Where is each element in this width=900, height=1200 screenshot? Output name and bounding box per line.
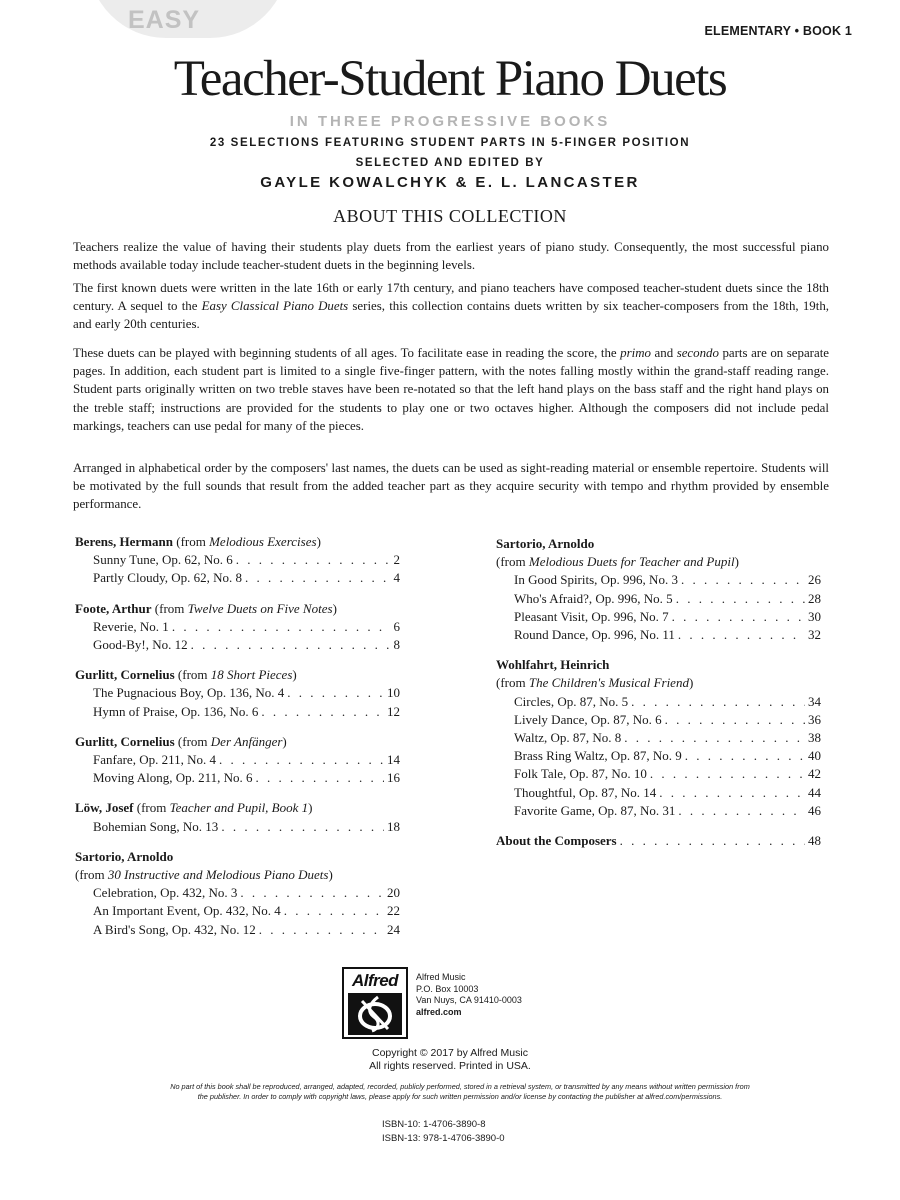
- logo-emblem: [348, 993, 402, 1035]
- toc-entry-title: Sunny Tune, Op. 62, No. 6: [93, 552, 233, 568]
- toc-entry[interactable]: [496, 571, 821, 589]
- source-title: Twelve Duets on Five Notes: [187, 600, 333, 616]
- toc-group: [496, 535, 821, 644]
- subtitle: IN THREE PROGRESSIVE BOOKS: [289, 113, 611, 130]
- source-title: 18 Short Pieces: [210, 667, 293, 683]
- toc-source: (from Melodious Duets for Teacher and Pupil): [496, 554, 739, 570]
- toc-entry-title: The Pugnacious Boy, Op. 136, No. 4: [93, 685, 285, 701]
- toc-entry-page: 18: [387, 818, 400, 834]
- toc-left-column: [75, 533, 400, 951]
- toc-group: [75, 666, 400, 721]
- toc-entry-title: Good-By!, No. 12: [93, 637, 188, 653]
- isbn-10: ISBN-10: 1-4706-3890-8: [382, 1119, 486, 1130]
- toc-entry-page: 46: [808, 802, 821, 818]
- toc-entry[interactable]: [496, 765, 821, 783]
- toc-entry-page: 16: [387, 770, 400, 786]
- toc-entry-page: 14: [387, 752, 400, 768]
- toc-entry-page: 34: [808, 693, 821, 709]
- source-title: Melodious Duets for Teacher and Pupil: [528, 554, 735, 570]
- toc-entry-about-composers[interactable]: [496, 832, 821, 850]
- toc-entry-page: 30: [808, 608, 821, 624]
- toc-composer: [496, 656, 821, 674]
- toc-entry-page: 38: [808, 730, 821, 746]
- composer-name: Gurlitt, Cornelius: [75, 733, 175, 749]
- toc-entry[interactable]: [496, 608, 821, 626]
- toc-entry-title: Waltz, Op. 87, No. 8: [514, 730, 622, 746]
- toc-group: [496, 656, 821, 820]
- isbn-13: ISBN-13: 978-1-4706-3890-0: [382, 1133, 505, 1144]
- composer-name: Berens, Hermann: [75, 534, 173, 549]
- toc-entry-page: 40: [808, 748, 821, 764]
- toc-entry[interactable]: [496, 784, 821, 802]
- toc-group: [75, 733, 400, 788]
- authors-line: GAYLE KOWALCHYK & E. L. LANCASTER: [260, 174, 640, 191]
- treble-clef-icon: [348, 993, 402, 1035]
- publisher-site[interactable]: alfred.com: [416, 1006, 462, 1017]
- toc-composer: Gurlitt, Cornelius (from 18 Short Pieces): [75, 667, 297, 683]
- toc-entry-page: 28: [808, 590, 821, 606]
- toc-entry-title: Round Dance, Op. 996, No. 11: [514, 627, 675, 643]
- toc-entry-title: About the Composers: [496, 833, 617, 849]
- toc-entry-page: 42: [808, 766, 821, 782]
- toc-entry-title: Reverie, No. 1: [93, 618, 169, 634]
- toc-entry-title: An Important Event, Op. 432, No. 4: [93, 903, 281, 919]
- composer-name: Sartorio, Arnoldo: [75, 848, 174, 864]
- toc-entry-title: Pleasant Visit, Op. 996, No. 7: [514, 608, 669, 624]
- toc-entry-page: 2: [393, 552, 400, 568]
- toc-entry[interactable]: [496, 693, 821, 711]
- publisher-box: P.O. Box 10003: [416, 983, 479, 994]
- toc-entry-title: Fanfare, Op. 211, No. 4: [93, 752, 216, 768]
- source-title: The Children's Musical Friend: [528, 675, 689, 691]
- about-paragraph-1: Teachers realize the value of having their students play duets from the earliest years of piano study. Consequently, the most successful piano methods available today include teacher-student duets in the beginning levels.: [73, 240, 829, 273]
- source-title: Der Anfänger: [210, 733, 283, 749]
- toc-group: [75, 848, 400, 939]
- toc-entry[interactable]: [75, 551, 400, 569]
- toc-entry-title: Bohemian Song, No. 13: [93, 818, 219, 834]
- source-title: Melodious Exercises: [209, 534, 317, 549]
- toc-entry[interactable]: [75, 769, 400, 787]
- toc-source: (from 30 Instructive and Melodious Piano Duets): [75, 867, 333, 883]
- toc-entry-page: 24: [387, 921, 400, 937]
- toc-entry-page: 4: [393, 570, 400, 586]
- toc-composer: [496, 535, 821, 553]
- toc-entry-title: In Good Spirits, Op. 996, No. 3: [514, 572, 678, 588]
- toc-entry[interactable]: [75, 818, 400, 836]
- toc-entry[interactable]: [75, 703, 400, 721]
- toc-entry-title: Hymn of Praise, Op. 136, No. 6: [93, 703, 259, 719]
- toc-entry[interactable]: [496, 729, 821, 747]
- page-title: Teacher-Student Piano Duets: [173, 51, 727, 107]
- toc-entry-title: Thoughtful, Op. 87, No. 14: [514, 784, 657, 800]
- toc-entry[interactable]: [496, 590, 821, 608]
- toc-composer: Foote, Arthur (from Twelve Duets on Five Notes): [75, 600, 337, 616]
- toc-entry-title: Folk Tale, Op. 87, No. 10: [514, 766, 647, 782]
- composer-name: Löw, Josef: [75, 800, 134, 816]
- publisher-city: Van Nuys, CA 91410-0003: [416, 995, 522, 1005]
- toc-entry[interactable]: [496, 711, 821, 729]
- toc-entry[interactable]: [75, 684, 400, 702]
- about-heading: ABOUT THIS COLLECTION: [333, 206, 567, 226]
- toc-source: (from The Children's Musical Friend): [496, 675, 694, 691]
- toc-entry-page: 26: [808, 572, 821, 588]
- about-paragraph-4: Arranged in alphabetical order by the composers' last names, the duets can be used as sight-reading material or ensemble repertoire. Students will be motivated by the full sounds that result from the added teacher part as they acquire security with tempo and rhythm provided by ensemble performance.: [73, 461, 829, 512]
- source-title: Teacher and Pupil, Book 1: [169, 800, 309, 816]
- toc-entry[interactable]: [75, 884, 400, 902]
- toc-entry-title: Who's Afraid?, Op. 996, No. 5: [514, 590, 673, 606]
- toc-entry-title: Circles, Op. 87, No. 5: [514, 693, 629, 709]
- level-label: ELEMENTARY • BOOK 1: [704, 24, 852, 38]
- toc-entry-title: Moving Along, Op. 211, No. 6: [93, 770, 253, 786]
- toc-entry-title: Partly Cloudy, Op. 62, No. 8: [93, 570, 243, 586]
- toc-group: [75, 533, 400, 588]
- easy-label: EASY: [128, 6, 201, 34]
- publisher-name: Alfred Music: [416, 972, 466, 982]
- composer-name: Gurlitt, Cornelius: [75, 667, 175, 683]
- toc-composer: Berens, Hermann (from Melodious Exercises): [75, 534, 321, 549]
- logo-wordmark: Alfred: [351, 971, 399, 990]
- toc-composer: [75, 848, 400, 866]
- toc-entry-page: 22: [387, 903, 400, 919]
- toc-entry-title: Celebration, Op. 432, No. 3: [93, 885, 238, 901]
- toc-entry-page: 48: [808, 833, 821, 849]
- toc-entry-page: 44: [808, 784, 821, 800]
- toc-entry-title: A Bird's Song, Op. 432, No. 12: [93, 921, 256, 937]
- toc-group: [75, 799, 400, 835]
- isbn-block: [382, 1118, 505, 1146]
- toc-group: [75, 600, 400, 655]
- toc-entry-page: 20: [387, 885, 400, 901]
- toc-entry[interactable]: [75, 618, 400, 636]
- toc-entry[interactable]: [75, 636, 400, 654]
- source-title: 30 Instructive and Melodious Piano Duets: [107, 867, 329, 883]
- toc-entry[interactable]: [496, 747, 821, 765]
- toc-entry-title: Brass Ring Waltz, Op. 87, No. 9: [514, 748, 682, 764]
- legal-notice: No part of this book shall be reproduced, arranged, adapted, recorded, publicly performed, stored in a retrieval system, or transmitted by any means without written permission from the publisher. In order to comply with copyright laws, please apply for such written permission and/or license by contacting the publisher at alfred.com/permissions.: [170, 1082, 750, 1101]
- composer-name: Wohlfahrt, Heinrich: [496, 657, 610, 673]
- toc-entry[interactable]: [75, 921, 400, 939]
- toc-entry-title: Lively Dance, Op. 87, No. 6: [514, 711, 662, 727]
- composer-name: Foote, Arthur: [75, 600, 152, 616]
- about-paragraph-2: The first known duets were written in the late 16th or early 17th century, and piano teachers have composed teacher-student duets since the 18th century. A sequel to the Easy Classical Piano Duets series, this collection contains duets written by six teacher-composers from the 18th, 19th, and early 20th centuries.: [73, 281, 829, 332]
- copyright: Copyright © 2017 by Alfred Music All rights reserved. Printed in USA.: [369, 1047, 531, 1072]
- toc-composer: Löw, Josef (from Teacher and Pupil, Book 1): [75, 800, 313, 816]
- selections-line: 23 SELECTIONS FEATURING STUDENT PARTS IN 5-FINGER POSITION: [209, 137, 691, 149]
- toc-entry[interactable]: [496, 626, 821, 644]
- toc-entry-page: 6: [393, 618, 400, 634]
- toc-entry[interactable]: [75, 751, 400, 769]
- toc-entry[interactable]: [75, 569, 400, 587]
- toc-composer: Gurlitt, Cornelius (from Der Anfänger): [75, 733, 287, 749]
- publisher-address: [416, 972, 522, 1018]
- about-paragraph-3: These duets can be played with beginning students of all ages. To facilitate ease in reading the score, the primo and secondo parts are on separate pages. In addition, each student part is limited to a single five-finger pattern, with the notes falling mostly within the grand-staff reading range. Student parts originally written on two treble staves have been re-notated so that the left hand plays on the bass staff and the right hand plays on the treble staff; instructions are provided for the students to play one or two octaves higher. Although the composers did not include pedal markings, teachers can use pedal for many of the pieces.: [73, 346, 829, 433]
- toc-entry-page: 36: [808, 711, 821, 727]
- toc-entry-page: 12: [387, 703, 400, 719]
- edited-by-line: SELECTED AND EDITED BY: [355, 157, 545, 169]
- toc-entry-page: 32: [808, 627, 821, 643]
- toc-entry-page: 8: [393, 637, 400, 653]
- alfred-logo: [342, 967, 408, 1039]
- toc-entry-page: 10: [387, 685, 400, 701]
- composer-name: Sartorio, Arnoldo: [496, 536, 595, 551]
- toc-right-column: [496, 535, 821, 850]
- toc-entry[interactable]: [75, 902, 400, 920]
- toc-entry-title: Favorite Game, Op. 87, No. 31: [514, 802, 676, 818]
- toc-entry[interactable]: [496, 802, 821, 820]
